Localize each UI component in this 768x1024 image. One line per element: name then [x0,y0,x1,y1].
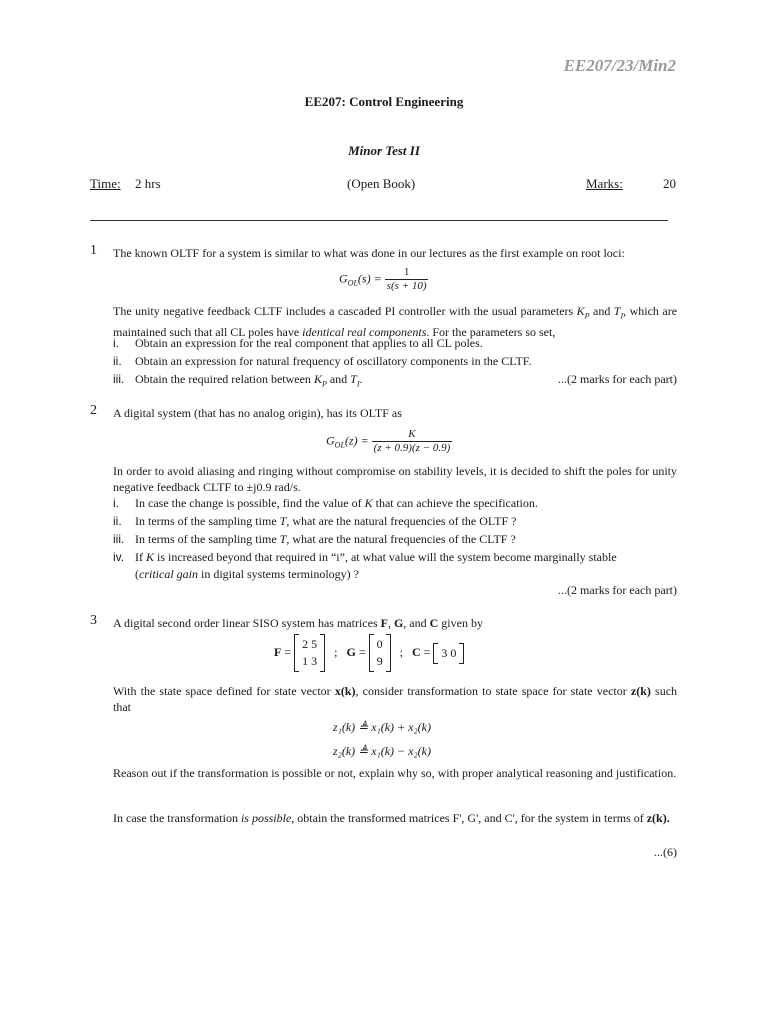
test-title: Minor Test II [348,143,420,158]
q1-paragraph: The unity negative feedback CLTF includes a cascaded PI controller with the usual parameters $K_P$ and $T_I$, which are maintained such that all CL poles have identical real components. For the parameters so set, [113,304,678,340]
marks-value: 20 [663,176,676,191]
matrix-f: 2 5 1 3 [294,636,325,670]
q1-intro: The known OLTF for a system is similar to what was done in our lectures as the first example on root loci: [113,246,625,260]
q3-marks: ...(6) [654,845,677,859]
q1-number: 1 [90,243,97,258]
q2-item-iv-continued: (critical gain in digital systems terminology) ? [135,567,359,581]
q2-marks: ...(2 marks for each part) [558,583,677,597]
course-title: EE207: Control Engineering [304,94,464,109]
q3-paragraph-1: With the state space defined for state vector x(k), consider transformation to state space for state vector z(k) such that [113,684,678,714]
q3-matrices: F = 2 5 1 3 ; G = 0 9 ; C = 3 0 [274,636,464,670]
q2-item-iv: iv. If K is increased beyond that required in “i”, at what value will the system become marginally stable [113,550,617,564]
q3-number: 3 [90,613,97,628]
book-mode: (Open Book) [347,176,416,191]
time-label: Time: [90,176,121,191]
q3-paragraph-2: Reason out if the transformation is possible or not, explain why so, with proper analytical reasoning and justification. [113,766,677,780]
q2-equation: $G_{OL}(z)$ = $\frac{K}{(z + 0.9)(z - 0.9)}$ [326,428,451,454]
q1-marks: ...(2 marks for each part) [558,372,677,386]
q1-equation: $G_{OL}(s)$ = $\frac{1}{s(s + 10)}$ [339,266,427,292]
time-value: 2 hrs [135,176,161,191]
matrix-c: 3 0 [433,645,464,662]
q2-paragraph: In order to avoid aliasing and ringing without compromise on stability levels, it is decided to shift the poles for unity negative feedback CLTF to ±j0.9 rad/s. [113,464,677,494]
q3-paragraph-3: In case the transformation is possible, obtain the transformed matrices F', G', and C', for the system in terms of z(k). [113,811,670,825]
q2-item-i: i. In case the change is possible, find the value of K that can achieve the specification. [113,496,538,510]
q3-eq2: z₂(k) ≜ x₁(k) − x₂(k) [333,744,431,758]
matrix-g: 0 9 [369,636,391,670]
q2-item-iii: iii. In terms of the sampling time T, what are the natural frequencies of the CLTF ? [113,532,516,546]
paper-code: EE207/23/Min2 [563,56,676,75]
q1-item-i: i. Obtain an expression for the real component that applies to all CL poles. [113,336,483,350]
q1-item-ii: ii. Obtain an expression for natural frequency of oscillatory components in the CLTF. [113,354,532,368]
header-divider [90,220,668,221]
q3-eq1: z₁(k) ≜ x₁(k) + x₂(k) [333,720,431,734]
q1-item-iii: iii. Obtain the required relation between $K_P$ and $T_I$. [113,372,363,389]
q3-intro: A digital second order linear SISO system has matrices F, G, and C given by [113,616,483,630]
q2-item-ii: ii. In terms of the sampling time T, what are the natural frequencies of the OLTF ? [113,514,517,528]
marks-label: Marks: [586,176,623,191]
q2-intro: A digital system (that has no analog origin), has its OLTF as [113,406,402,420]
q2-number: 2 [90,403,97,418]
